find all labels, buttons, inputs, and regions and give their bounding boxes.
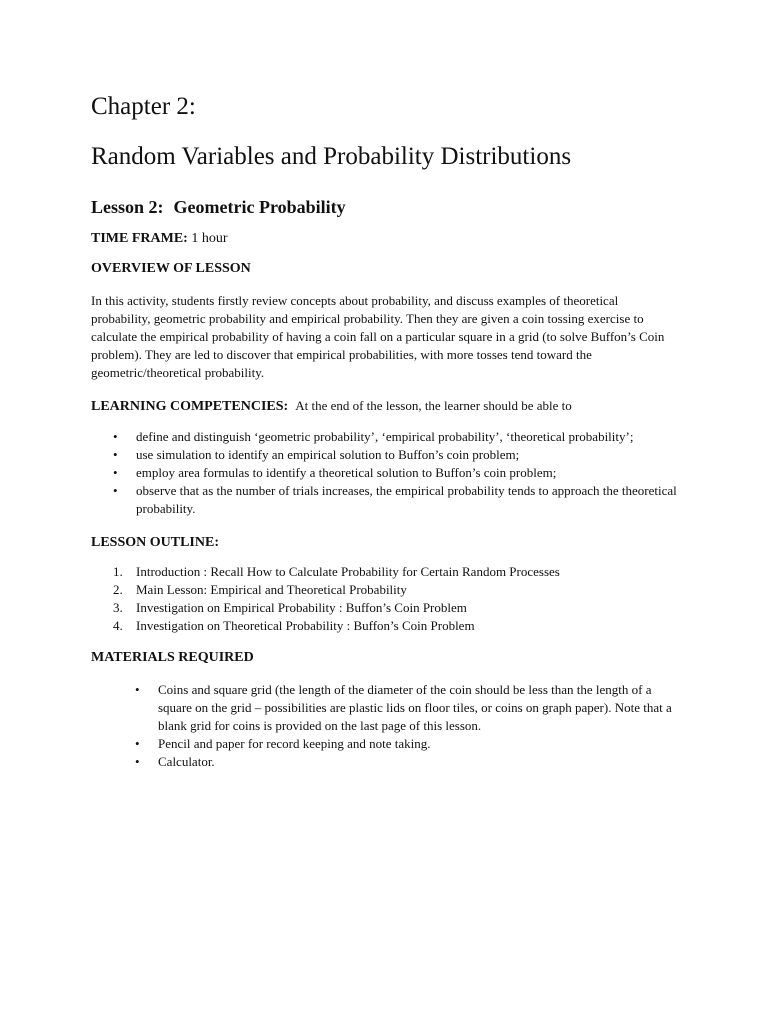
list-item-text: use simulation to identify an empirical solution to Buffon’s coin problem; [136,447,520,462]
list-item [91,599,691,617]
lesson-title: Geometric Probability [173,197,346,217]
bullet-icon: • [113,429,118,444]
materials-heading: MATERIALS REQUIRED [91,650,254,665]
outline-list [91,563,691,635]
list-item [91,482,691,518]
list-item-text: observe that as the number of trials increases, the empirical probability tends to approach the theoretical probability. [136,483,677,516]
outline-heading: LESSON OUTLINE: [91,535,219,550]
list-number: 2. [113,582,123,597]
overview-heading: OVERVIEW OF LESSON [91,261,251,276]
list-item-text: define and distinguish ‘geometric probability’, ‘empirical probability’, ‘theoretical probability’; [136,429,634,444]
chapter-label: Chapter 2: [91,93,196,120]
list-item [91,681,678,735]
competencies-list [91,428,691,518]
chapter-title: Random Variables and Probability Distributions [91,143,572,170]
time-frame-value: 1 hour [191,231,228,246]
list-item-text: employ area formulas to identify a theoretical solution to Buffon’s coin problem; [136,465,557,480]
list-item-text: Investigation on Theoretical Probability : Buffon’s Coin Problem [136,618,475,633]
lesson-label: Lesson 2: [91,197,164,217]
list-item [91,464,691,482]
competencies-intro: At the end of the lesson, the learner should be able to [295,398,572,413]
competencies-label: LEARNING COMPETENCIES: [91,399,289,414]
list-item-text: Pencil and paper for record keeping and note taking. [158,736,431,751]
list-number: 4. [113,618,123,633]
overview-paragraph: In this activity, students firstly review concepts about probability, and discuss examples of theoretical probability, geometric probability and empirical probability. Then they are given a coin tossing exercise to calculate the empirical probability of having a coin fall on a particular square in a grid (to solve Buffon’s Coin problem). They are led to discover that empirical probabilities, with more tosses tend toward the geometric/theoretical probability. [91,293,665,380]
list-number: 3. [113,600,123,615]
list-number: 1. [113,564,123,579]
list-item [91,446,691,464]
list-item-text: Calculator. [158,754,215,769]
list-item-text: Main Lesson: Empirical and Theoretical Probability [136,582,407,597]
list-item-text: Coins and square grid (the length of the diameter of the coin should be less than the length of a square on the grid – possibilities are plastic lids on floor tiles, or coins on graph paper). Note that a blank grid for coins is provided on the last page of this lesson. [158,682,672,733]
list-item [91,563,691,581]
competencies-heading [91,397,691,416]
bullet-icon: • [113,483,118,498]
list-item [91,581,691,599]
list-item-text: Investigation on Empirical Probability : Buffon’s Coin Problem [136,600,467,615]
time-frame [91,230,691,248]
bullet-icon: • [135,754,140,769]
bullet-icon: • [135,682,140,697]
list-item [91,428,691,446]
list-item-text: Introduction : Recall How to Calculate Probability for Certain Random Processes [136,564,560,579]
list-item [91,617,691,635]
bullet-icon: • [113,447,118,462]
bullet-icon: • [113,465,118,480]
bullet-icon: • [135,736,140,751]
materials-list [91,681,691,771]
list-item [91,753,678,771]
lesson-heading [91,196,691,218]
time-frame-label: TIME FRAME: [91,231,188,246]
document-page [91,92,691,771]
list-item [91,735,678,753]
